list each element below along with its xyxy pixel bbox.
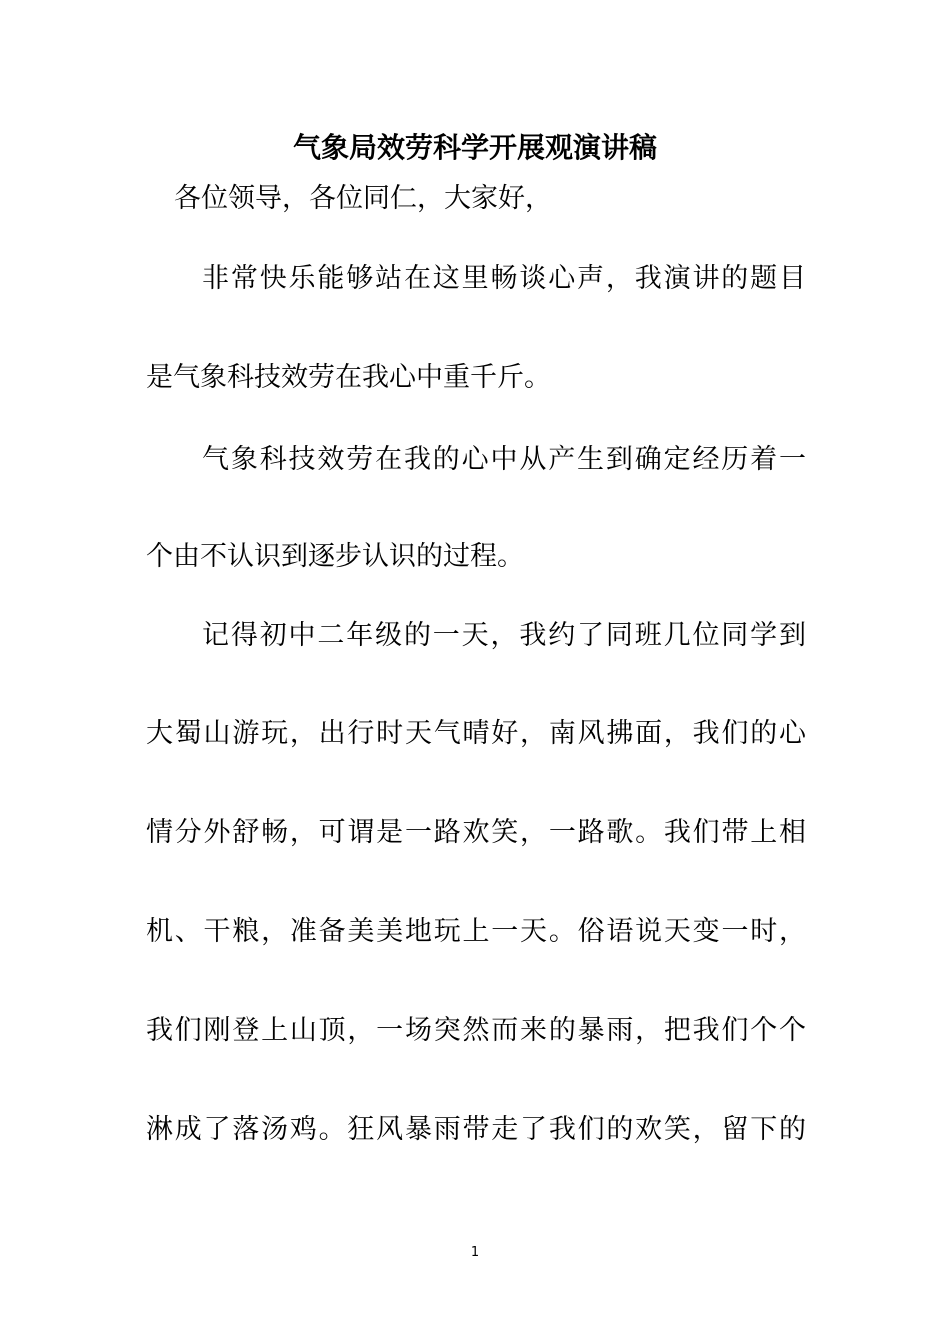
paragraph-3-line-6: 淋成了落汤鸡。狂风暴雨带走了我们的欢笑，留下的 bbox=[146, 1114, 806, 1145]
document-title: 气象局效劳科学开展观演讲稿 bbox=[292, 131, 657, 164]
page-number: 1 bbox=[470, 1245, 480, 1260]
paragraph-3-line-5: 我们刚登上山顶，一场突然而来的暴雨，把我们个个 bbox=[146, 1015, 806, 1046]
paragraph-3-line-1: 记得初中二年级的一天，我约了同班几位同学到 bbox=[202, 620, 806, 651]
paragraph-1-line-2: 是气象科技效劳在我心中重千斤。 bbox=[146, 362, 551, 393]
paragraph-3-line-2: 大蜀山游玩，出行时天气晴好，南风拂面，我们的心 bbox=[146, 718, 806, 749]
paragraph-2-line-2: 个由不认识到逐步认识的过程。 bbox=[146, 541, 524, 572]
paragraph-1-line-1: 非常快乐能够站在这里畅谈心声，我演讲的题目 bbox=[202, 263, 806, 294]
paragraph-3-line-3: 情分外舒畅，可谓是一路欢笑，一路歌。我们带上相 bbox=[146, 817, 806, 848]
paragraph-3-line-4: 机、干粮，准备美美地玩上一天。俗语说天变一时， bbox=[146, 916, 806, 947]
paragraph-2-line-1: 气象科技效劳在我的心中从产生到确定经历着一 bbox=[202, 444, 806, 475]
greeting-line: 各位领导，各位同仁，大家好， bbox=[174, 183, 552, 214]
